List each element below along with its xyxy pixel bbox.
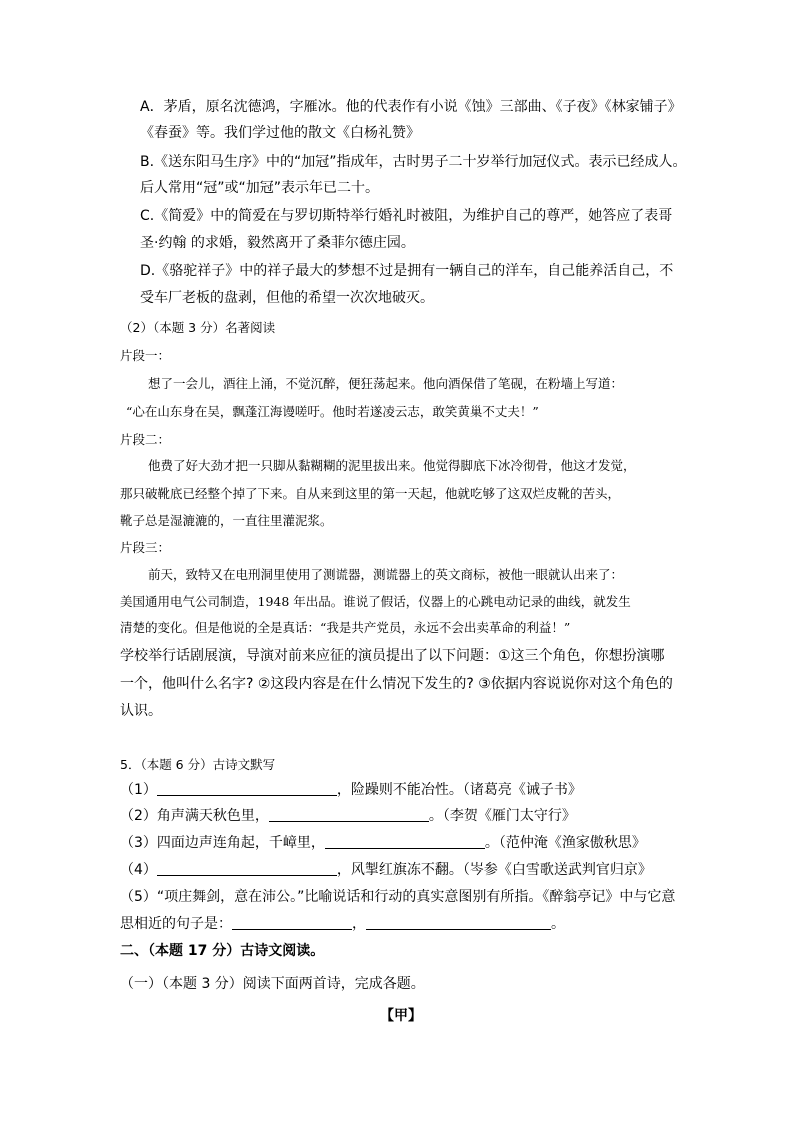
fragment-1-label: 片段一： — [120, 348, 171, 363]
option-b-line2: 后人常用“冠”或“加冠”表示年已二十。 — [140, 180, 380, 196]
q1-number: （1） — [120, 782, 157, 798]
q4-blank[interactable] — [157, 861, 337, 876]
fragment-3-line2: 美国通用电气公司制造，1948 年出品。谁说了假话，仪器上的心跳电动记录的曲线，就发生 — [120, 594, 631, 609]
task-line3: 认识。 — [120, 703, 162, 719]
q3-blank[interactable] — [325, 834, 485, 849]
fragment-3-line1: 前天，致特又在电刑洞里使用了测谎器，测谎器上的英文商标，被他一眼就认出来了： — [148, 567, 624, 582]
q5-end: 。 — [551, 916, 565, 932]
option-c-line2: 圣·约翰 的求婚，毅然离开了桑菲尔德庄园。 — [140, 235, 415, 251]
fragment-2-line3: 靴子总是湿漉漉的，一直往里灌泥浆。 — [120, 513, 333, 528]
task-line2: 一个，他叫什么名字? ②这段内容是在什么情况下发生的? ③依据内容说说你对这个角色的 — [120, 676, 673, 692]
poetry-heading: 5．（本题 6 分）古诗文默写 — [120, 757, 276, 772]
option-d-line2: 受车厂老板的盘剥，但他的希望一次次地破灭。 — [140, 290, 434, 306]
fragment-1-line2: “心在山东身在吴，飘蓬江海谩嗟吁。他时若遂凌云志，敢笑黄巢不丈夫！” — [126, 404, 539, 419]
poetry-q4 — [120, 859, 652, 879]
q1-blank[interactable] — [157, 781, 337, 796]
q2-text-before: （2）角声满天秋色里， — [120, 808, 269, 824]
option-a-line2: 《春蚕》等。我们学过他的散文《白杨礼赞》 — [140, 125, 420, 141]
q3-text-after: 。（范仲淹《渔家傲秋思》 — [484, 835, 646, 851]
poetry-q3 — [120, 832, 646, 852]
fragment-2-line1: 他费了好大劲才把一只脚从黏糊糊的泥里拔出来。他觉得脚底下冰冷彻骨，他这才发觉， — [148, 458, 636, 473]
q1-text: ，险躁则不能冶性。（诸葛亮《诫子书》 — [336, 782, 582, 798]
fragment-3-line3: 清楚的变化。但是他说的全是真话：“我是共产党员，永远不会出卖革命的利益！” — [120, 620, 571, 635]
option-a-line1: A．茅盾，原名沈德鸿，字雁冰。他的代表作有小说《蚀》三部曲、《子夜》《林家铺子》 — [140, 99, 682, 115]
q2-text-after: 。（李贺《雁门太守行》 — [428, 808, 576, 824]
fragment-2-label: 片段二： — [120, 432, 171, 447]
section-2-heading: 二、（本题 17 分）古诗文阅读。 — [120, 943, 325, 959]
option-b-line1: B.《送东阳马生序》中的“加冠”指成年，古时男子二十岁举行加冠仪式。表示已经成人。 — [140, 154, 687, 170]
fragment-2-line2: 那只破靴底已经整个掉了下来。自从来到这里的第一天起，他就吃够了这双烂皮靴的苦头， — [120, 486, 621, 501]
option-c-line1: C.《简爱》中的简爱在与罗切斯特举行婚礼时被阻，为维护自己的尊严，她答应了表哥 — [140, 208, 673, 224]
q5-text-before: 思相近的句子是： — [120, 916, 232, 932]
section-2-subheading: （一）（本题 3 分）阅读下面两首诗，完成各题。 — [120, 976, 425, 992]
q4-text: ，风掣红旗冻不翻。（岑参《白雪歌送武判官归京》 — [336, 862, 652, 878]
fragment-3-label: 片段三： — [120, 540, 171, 555]
poetry-q1 — [120, 779, 582, 799]
q2-blank[interactable] — [269, 807, 429, 822]
poetry-q5-line2 — [120, 913, 565, 933]
q4-number: （4） — [120, 862, 157, 878]
option-d-line1: D.《骆驼祥子》中的祥子最大的梦想不过是拥有一辆自己的洋车，自己能养活自己，不 — [140, 263, 674, 279]
q5-blank-2[interactable] — [366, 915, 551, 930]
poem-jia-label: 【甲】 — [380, 1008, 422, 1024]
poetry-q2 — [120, 805, 576, 825]
poetry-q5-line1: （5）“项庄舞剑，意在沛公。”比喻说话和行动的真实意图别有所指。《醉翁亭记》中与它意 — [120, 889, 676, 905]
q5-comma: ， — [352, 916, 366, 932]
reading-heading: （2）（本题 3 分）名著阅读 — [120, 320, 276, 335]
q3-text-before: （3）四面边声连角起，千嶂里， — [120, 835, 325, 851]
task-line1: 学校举行话剧展演，导演对前来应征的演员提出了以下问题：①这三个角色，你想扮演哪 — [120, 648, 665, 664]
q5-blank-1[interactable] — [232, 915, 352, 930]
fragment-1-line1: 想了一会儿，酒往上涌，不觉沉醉，便狂荡起来。他向酒保借了笔砚，在粉墙上写道： — [148, 376, 624, 391]
